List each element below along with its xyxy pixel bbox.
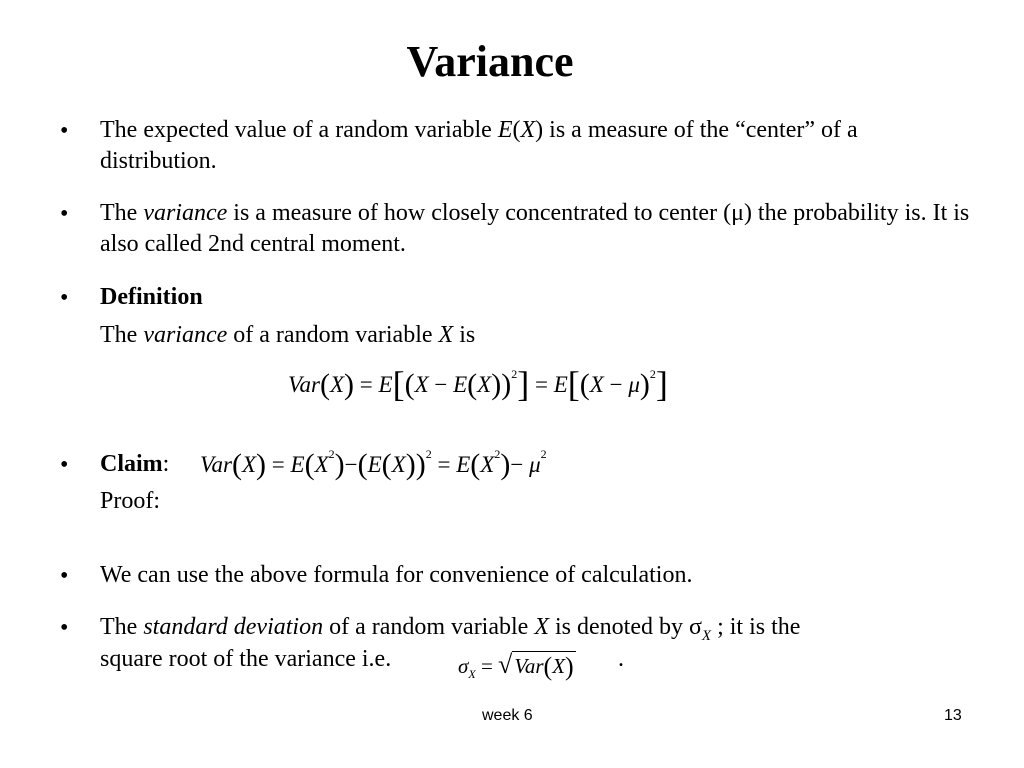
bullet-marker: • [60, 563, 69, 589]
standard-deviation-formula: $\sigma_X = √Var(X)$ [458, 650, 574, 682]
definition-heading: Definition [100, 284, 203, 310]
variance-definition-formula: $Var(X) = E[(X - E(X))^2] = E[(X - \mu)^2]$ [288, 364, 668, 404]
bullet-standard-deviation: The standard deviation of a random variable X is denoted by $\sigma_X$ ; it is the [100, 614, 801, 644]
bullet-marker: • [60, 201, 69, 227]
bullet-expected-value: The expected value of a random variable E(X) is a measure of the “center” of a distribution. [100, 117, 858, 174]
footer-week-label: week 6 [482, 707, 533, 724]
slide-number: 13 [944, 707, 962, 724]
bullet-convenience: We can use the above formula for convenience of calculation. [100, 562, 693, 588]
slide-title: Variance [406, 37, 574, 86]
bullet-standard-deviation-line2: square root of the variance i.e. [100, 646, 392, 672]
bullet-variance-description: The variance is a measure of how closely concentrated to center (μ) the probability is. It is also called 2nd central moment. [100, 200, 970, 257]
definition-text: The variance of a random variable X is [100, 322, 476, 348]
bullet-marker: • [60, 615, 69, 641]
formula-period: . [618, 646, 624, 672]
bullet-marker: • [60, 452, 69, 478]
claim-heading: Claim: [100, 451, 170, 477]
claim-formula: $Var(X) = E(X^2)-(E(X))^2 = E(X^2)- \mu^2$ [200, 447, 547, 481]
bullet-marker: • [60, 285, 69, 311]
bullet-marker: • [60, 118, 69, 144]
proof-label: Proof: [100, 488, 160, 514]
